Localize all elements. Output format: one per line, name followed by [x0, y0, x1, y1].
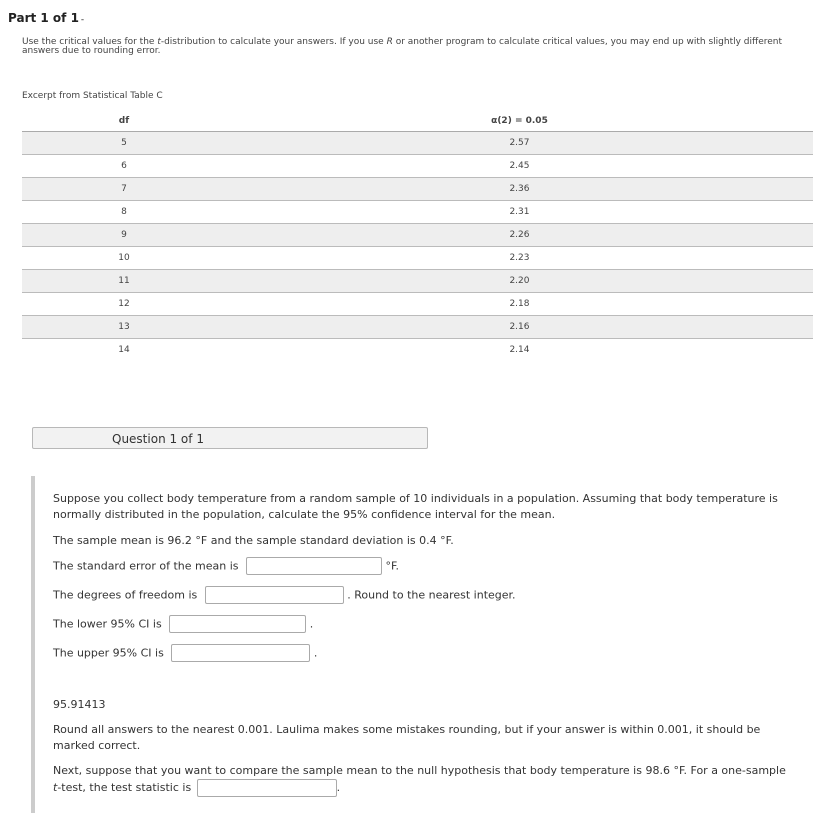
- table-row: [22, 178, 813, 201]
- table-row: [22, 339, 813, 362]
- upper-ci-label: The upper 95% CI is: [53, 646, 164, 660]
- cell-critical-value: 2.36: [226, 178, 813, 201]
- cell-df: 8: [22, 201, 226, 224]
- part-title-suffix: -: [80, 15, 85, 25]
- header-alpha: α(2) = 0.05: [226, 110, 813, 132]
- cell-critical-value: 2.31: [226, 201, 813, 224]
- cell-critical-value: 2.23: [226, 247, 813, 270]
- se-row: [53, 557, 399, 575]
- cell-critical-value: 2.45: [226, 155, 813, 178]
- table-row: [22, 247, 813, 270]
- next-text-1: Next, suppose that you want to compare the sample mean to the null hypothesis that body temperature is 98.6 °F. For a one-sample: [53, 764, 786, 777]
- critical-values-table: [22, 110, 813, 361]
- part-title-label: Part 1 of 1: [8, 11, 79, 25]
- table-row: [22, 293, 813, 316]
- tstat-period: .: [336, 781, 341, 794]
- lower-ci-input[interactable]: [169, 615, 306, 633]
- lower-ci-period: .: [309, 617, 314, 631]
- se-unit: °F.: [385, 559, 400, 573]
- cell-critical-value: 2.16: [226, 316, 813, 339]
- test-statistic-input[interactable]: [197, 779, 337, 797]
- cell-df: 10: [22, 247, 226, 270]
- instructions-r: R: [386, 37, 393, 47]
- table-header-row: [22, 110, 813, 132]
- upper-ci-input[interactable]: [171, 644, 310, 662]
- cell-df: 13: [22, 316, 226, 339]
- cell-df: 5: [22, 132, 226, 155]
- table-caption: Excerpt from Statistical Table C: [22, 91, 163, 101]
- cell-df: 7: [22, 178, 226, 201]
- sample-info: The sample mean is 96.2 °F and the sample standard deviation is 0.4 °F.: [53, 534, 454, 547]
- cell-critical-value: 2.20: [226, 270, 813, 293]
- instructions-text-3: or another program to calculate critical values, you may end up with slightly different answers due to rounding error.: [22, 37, 783, 56]
- cell-critical-value: 2.26: [226, 224, 813, 247]
- cell-critical-value: 2.14: [509, 345, 530, 355]
- cell-df: 6: [22, 155, 226, 178]
- cell-df: 9: [22, 224, 226, 247]
- next-text-2: -test, the test statistic is: [57, 781, 192, 794]
- degrees-of-freedom-input[interactable]: [205, 586, 344, 604]
- cell-critical-value: 2.18: [226, 293, 813, 316]
- standard-error-input[interactable]: [246, 557, 382, 575]
- se-label: The standard error of the mean is: [53, 559, 239, 573]
- table-row: [22, 201, 813, 224]
- part-title: [8, 11, 84, 25]
- number-note: 95.91413: [53, 698, 106, 711]
- upper-ci-row: [53, 644, 317, 662]
- table-row: [22, 270, 813, 293]
- table-row: [22, 132, 813, 155]
- instructions: [22, 38, 807, 56]
- lower-ci-label: The lower 95% CI is: [53, 617, 162, 631]
- instructions-text-1: Use the critical values for the: [22, 37, 158, 47]
- cell-df: 14: [118, 345, 130, 355]
- header-df: df: [22, 110, 226, 132]
- question-intro: Suppose you collect body temperature from a random sample of 10 individuals in a population. Assuming that body temperature is normally distributed in the population, calculate the 95% confidence interval for the mean.: [53, 492, 778, 521]
- next-t: t: [53, 781, 58, 794]
- cell-critical-value: 2.57: [226, 132, 813, 155]
- df-row: [53, 586, 516, 604]
- instructions-text-2: -distribution to calculate your answers. If you use: [160, 37, 387, 47]
- instructions-t: t: [157, 37, 161, 47]
- question-left-bar: [31, 476, 35, 813]
- question-tab[interactable]: Question 1 of 1: [32, 427, 428, 449]
- rounding-note: Round all answers to the nearest 0.001. Laulima makes some mistakes rounding, but if your answer is within 0.001, it should be marked correct.: [53, 723, 761, 752]
- table-row: [22, 224, 813, 247]
- lower-ci-row: [53, 615, 313, 633]
- cell-df: 11: [22, 270, 226, 293]
- table-row: [22, 155, 813, 178]
- df-hint: . Round to the nearest integer.: [347, 588, 516, 602]
- cell-df: 12: [22, 293, 226, 316]
- upper-ci-period: .: [313, 646, 318, 660]
- next-question: [53, 763, 793, 797]
- df-label: The degrees of freedom is: [53, 588, 198, 602]
- table-row: [22, 316, 813, 339]
